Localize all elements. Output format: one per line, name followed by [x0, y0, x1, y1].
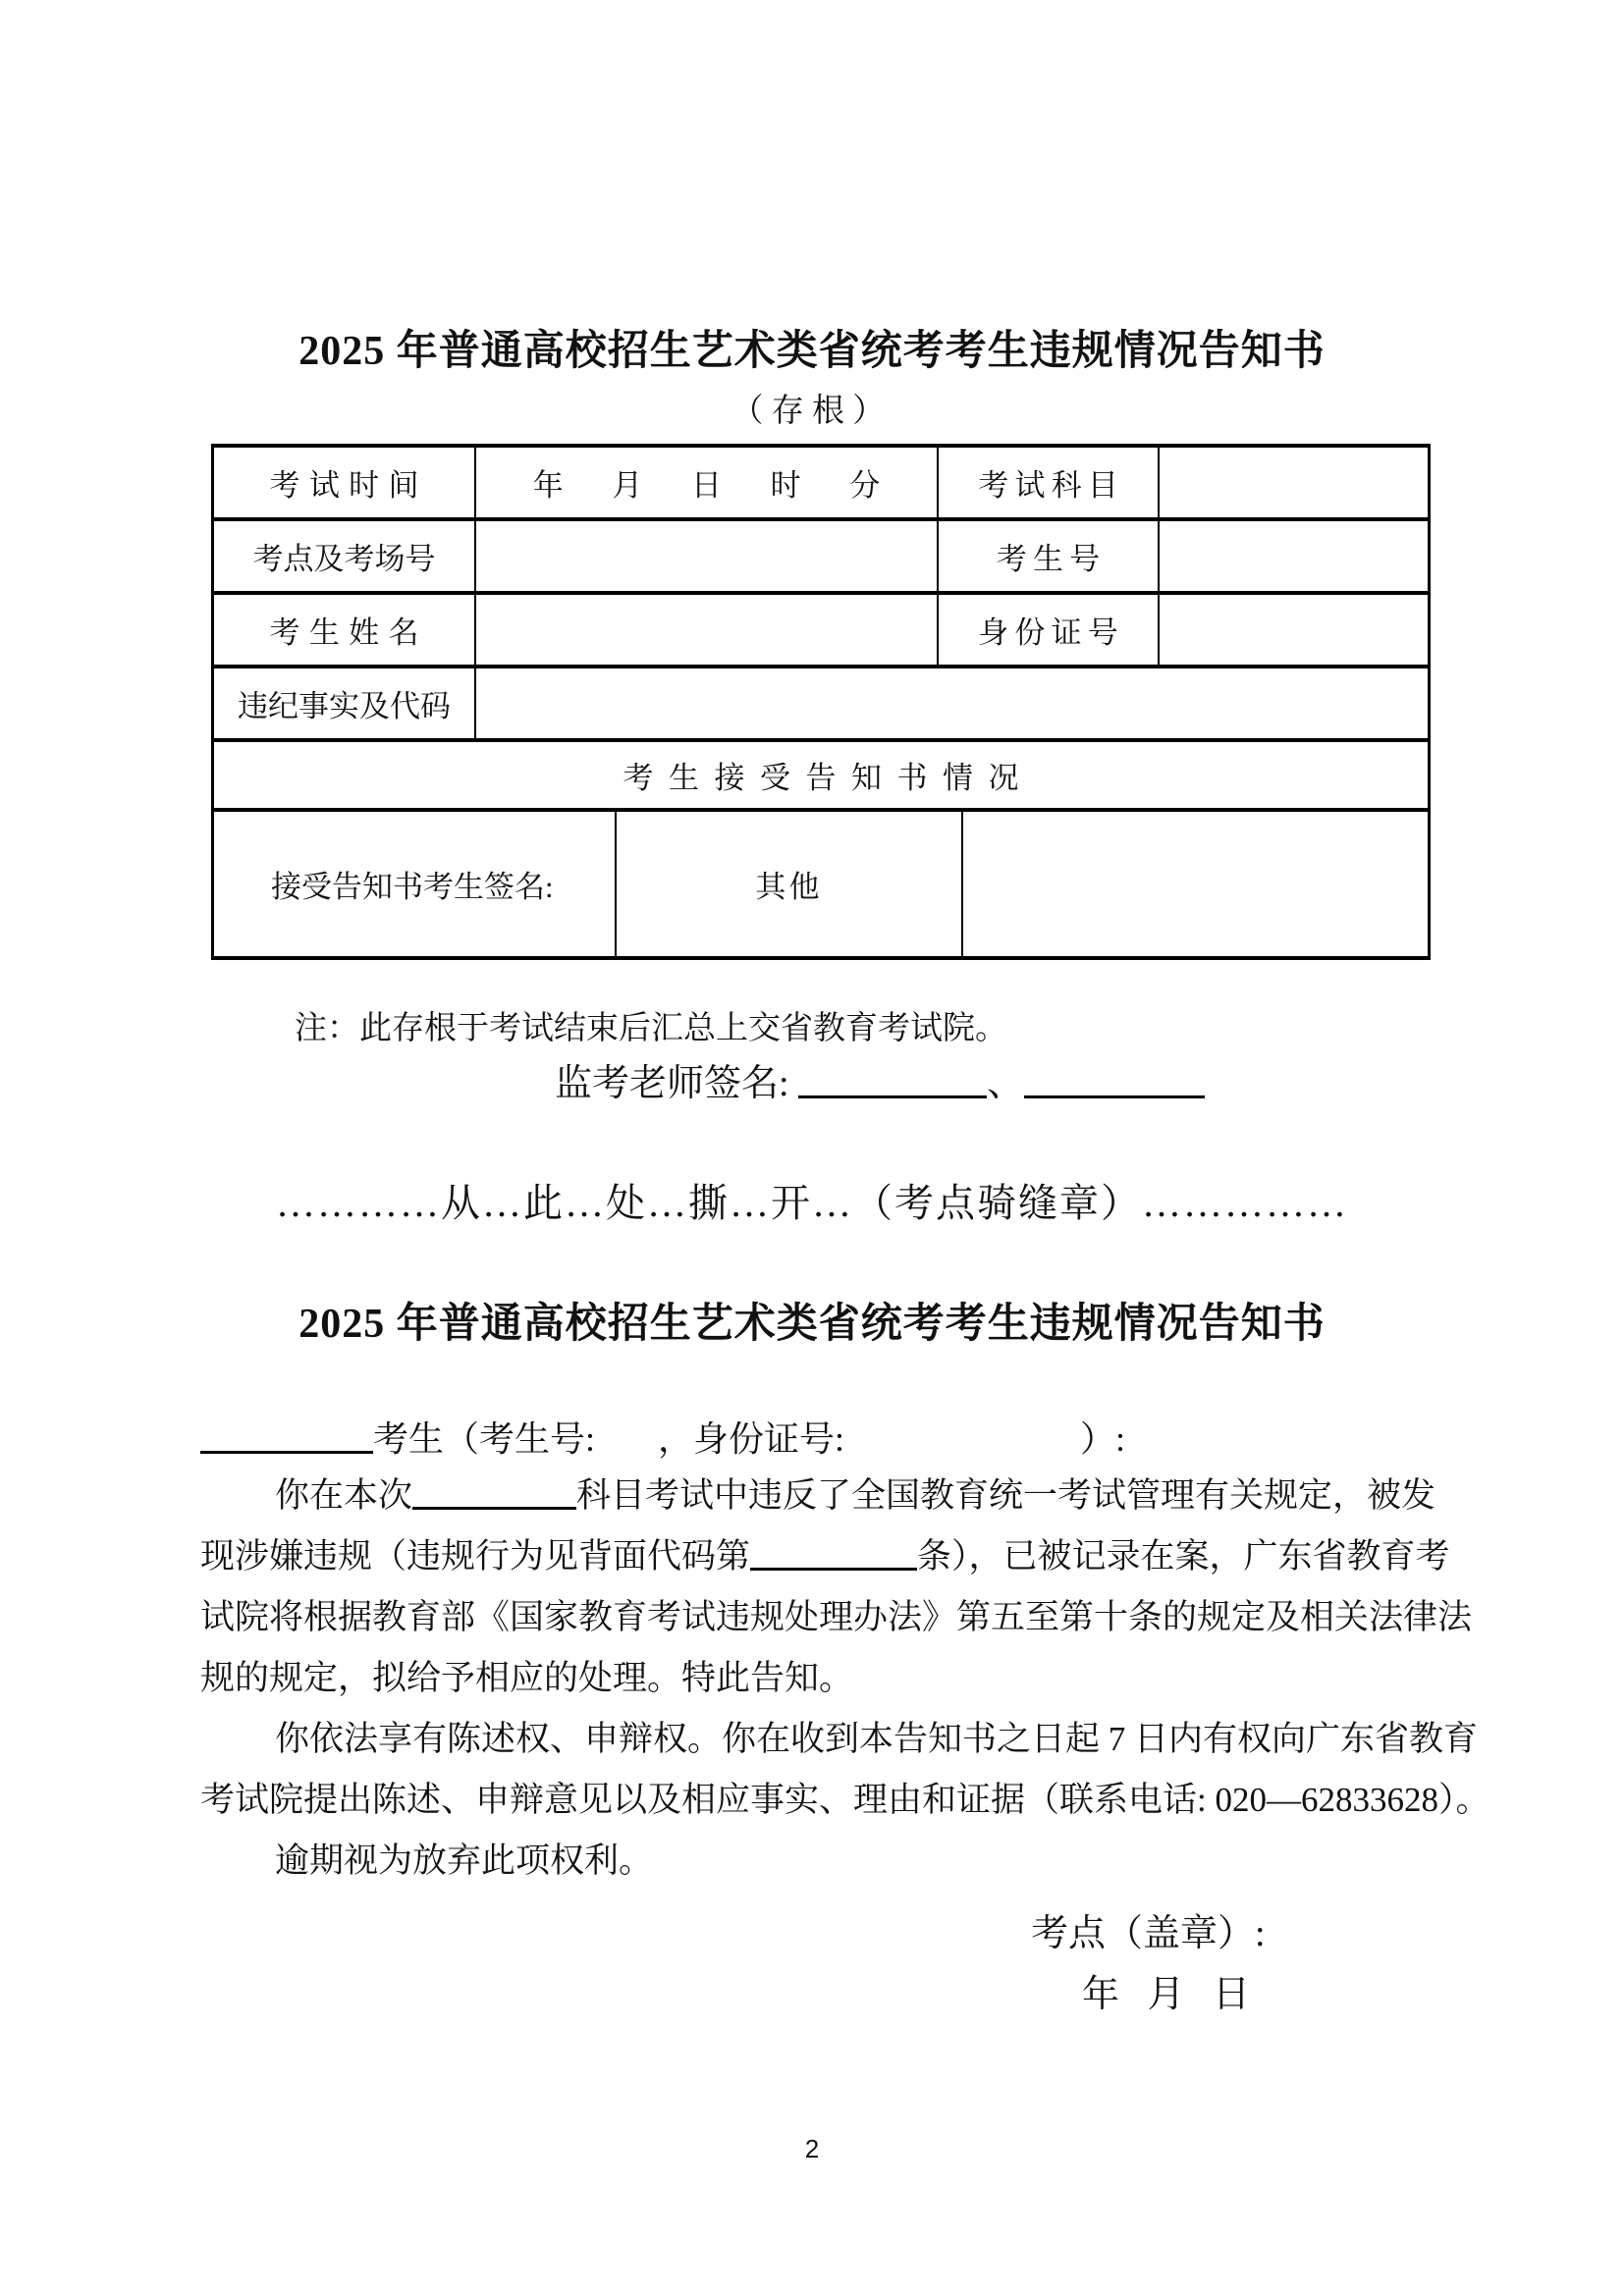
candidate-no-label: 考生号: [939, 521, 1160, 591]
notice-intro-line: [200, 1412, 1434, 1462]
acceptance-header: 考生接受告知书情况: [623, 761, 1034, 795]
text-segment: 逾期视为放弃此项权利。: [275, 1842, 654, 1880]
page-number: 2: [804, 2134, 820, 2163]
text-line: [200, 1468, 1437, 1529]
text-line: [200, 1412, 1434, 1462]
spacer: [200, 1871, 275, 1872]
table-row-site-room: [214, 521, 1428, 595]
stub-title: 2025 年普通高校招生艺术类省统考考生违规情况告知书: [298, 329, 1326, 374]
spacer: [595, 1450, 658, 1451]
blank-underline: [412, 1474, 576, 1510]
text-segment: ，身份证号:: [658, 1419, 845, 1459]
table-row-name: [214, 595, 1428, 668]
blank-underline: [798, 1060, 987, 1098]
exam-subject-value: [1160, 448, 1428, 517]
text-segment: ）:: [1080, 1419, 1126, 1459]
tear-here-line: …………从…此…处…撕…开…（考点骑缝章）……………: [276, 1181, 1348, 1225]
id-no-value: [1160, 595, 1428, 665]
exam-time-value: 年月日时分: [476, 448, 939, 517]
table-row-exam-time: [214, 448, 1428, 521]
text-line: [555, 1052, 1205, 1106]
text-segment: 、: [987, 1063, 1025, 1104]
text-segment: 考试院提出陈述、申辩意见以及相应事实、理由和证据（联系电话: 020—62833628）。: [200, 1781, 1490, 1819]
text-line: [200, 1529, 1450, 1590]
other-label: 其他: [617, 812, 963, 956]
stub-note: 注：此存根于考试结束后汇总上交省教育考试院。: [295, 1011, 1007, 1046]
blank-underline: [1024, 1060, 1205, 1098]
notice-title: 2025 年普通高校招生艺术类省统考考生违规情况告知书: [298, 1302, 1326, 1347]
table-row-signature: [214, 812, 1428, 956]
site-room-value: [476, 521, 939, 591]
text-segment: 你在本次: [275, 1476, 413, 1515]
table-row-acceptance-header: [214, 742, 1428, 812]
candidate-name-label: 考生姓名: [214, 595, 476, 665]
text-segment: 现涉嫌违规（违规行为见背面代码第: [200, 1537, 751, 1575]
candidate-name-value: [476, 595, 939, 665]
exam-subject-label: 考试科目: [939, 448, 1160, 517]
stub-subtitle: （存根）: [731, 394, 893, 429]
stub-table: [211, 444, 1431, 960]
exam-time-label: 考试时间: [214, 448, 476, 517]
spacer: [844, 1450, 1080, 1451]
text-segment: 规的规定，拟给予相应的处理。特此告知。: [200, 1659, 854, 1697]
text-segment: 考生（考生号:: [373, 1419, 596, 1459]
table-row-violation: [214, 668, 1428, 742]
text-line: [200, 1712, 1479, 1773]
text-line: [200, 1651, 1437, 1712]
notice-paragraph-2: [200, 1712, 1490, 1895]
signature-label: 接受告知书考生签名:: [214, 812, 617, 956]
site-room-label: 考点及考场号: [214, 521, 476, 591]
text-line: [200, 1773, 1490, 1834]
id-no-label: 身份证号: [939, 595, 1160, 665]
date-line: 年月日: [1082, 1974, 1278, 2015]
blank-underline: [200, 1417, 373, 1454]
candidate-no-value: [1160, 521, 1428, 591]
notice-paragraph-1: [200, 1468, 1473, 1712]
exam-site-stamp-label: 考点（盖章）:: [1031, 1913, 1266, 1954]
other-value: [963, 812, 1428, 956]
text-line: [200, 1834, 1437, 1895]
spacer: [200, 1506, 275, 1507]
violation-label: 违纪事实及代码: [214, 668, 476, 738]
text-segment: 你依法享有陈述权、申辩权。你在收到本告知书之日起 7 日内有权向广东省教育: [275, 1720, 1479, 1758]
text-segment: 条），已被记录在案，广东省教育考: [917, 1537, 1450, 1575]
text-segment: 科目考试中违反了全国教育统一考试管理有关规定，被发: [576, 1476, 1436, 1515]
text-line: [200, 1590, 1473, 1651]
text-segment: 试院将根据教育部《国家教育考试违规处理办法》第五至第十条的规定及相关法律法: [200, 1598, 1473, 1636]
blank-underline: [750, 1535, 917, 1571]
spacer: [200, 1749, 275, 1750]
invigilator-signature-line: [555, 1052, 1205, 1106]
violation-value: [476, 668, 1428, 738]
text-segment: 监考老师签名:: [555, 1063, 799, 1104]
